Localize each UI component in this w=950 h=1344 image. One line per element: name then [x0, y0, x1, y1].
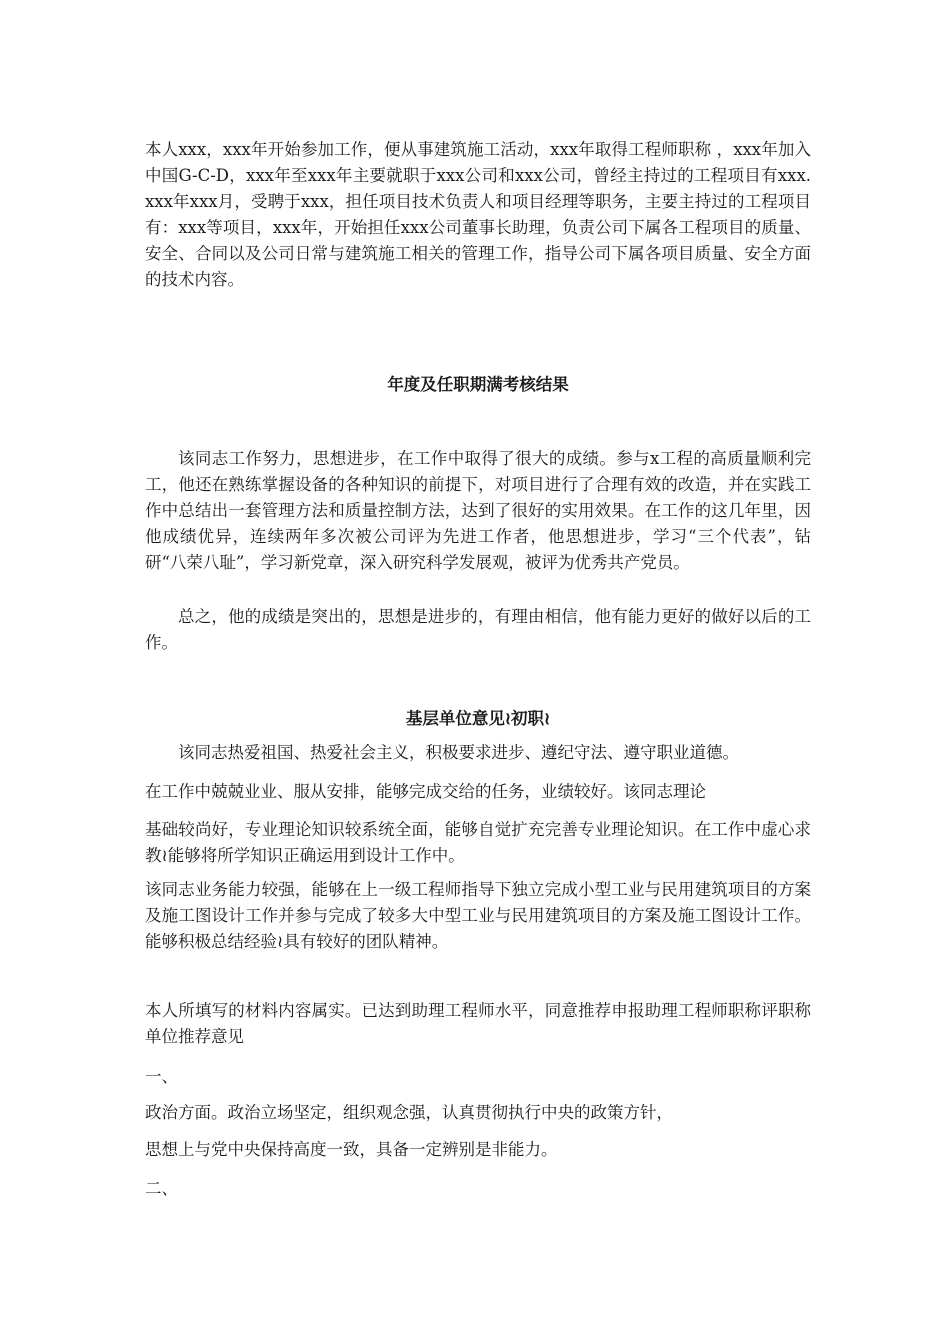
recommendation-item-1-line-2: 思想上与党中央保持高度一致，具备一定辨别是非能力。	[145, 1140, 558, 1159]
unit-opinion-paragraph-3: 基础较尚好，专业理论知识较系统全面，能够自觉扩充完善专业理论知识。在工作中虚心求教≀能够将所学知识正确运用到设计工作中。	[145, 820, 811, 865]
recommendation-item-2-marker: 二、	[145, 1179, 178, 1198]
assessment-paragraph-2: 总之，他的成绩是突出的，思想是进步的，有理由相信，他有能力更好的做好以后的工作。	[145, 607, 811, 652]
unit-opinion-line-2: 在工作中兢兢业业、服从安排，能够完成交给的任务，业绩较好。该同志理论	[145, 782, 706, 801]
assessment-paragraph-1: 该同志工作努力，思想进步，在工作中取得了很大的成绩。参与x工程的高质量顺利完工，他还在熟练掌握设备的各种知识的前提下，对项目进行了合理有效的改造，并在实践工作中总结出一套管理方法和质量控制方法，达到了很好的实用效果。在工作的这几年里，因他成绩优异，连续两年多次被公司评为先进工作者，他思想进步，学习“三个代表”，钻研“八荣八耻”，学习新党章，深入研究科学发展观，被评为优秀共产党员。	[145, 449, 811, 572]
assessment-title: 年度及任职期满考核结果	[387, 375, 569, 394]
unit-opinion-paragraph-4: 该同志业务能力较强，能够在上一级工程师指导下独立完成小型工业与民用建筑项目的方案及施工图设计工作并参与完成了较多大中型工业与民用建筑项目的方案及施工图设计工作。能够积极总结经验≀具有较好的团队精神。	[145, 880, 811, 951]
recommendation-item-1-line-1: 政治方面。政治立场坚定，组织观念强，认真贯彻执行中央的政策方针，	[145, 1103, 673, 1122]
intro-paragraph: 本人xxx，xxx年开始参加工作，便从事建筑施工活动，xxx年取得工程师职称 ，xxx年加入中国G-C-D，xxx年至xxx年主要就职于xxx公司和xxx公司，曾经主持过的工程项目有xxx.xxx年xxx月，受聘于xxx，担任项目技术负责人和项目经理等职务，主要主持过的工程项目有：xxx等项目，xxx年，开始担任xxx公司董事长助理，负责公司下属各工程项目的质量、安全、合同以及公司日常与建筑施工相关的管理工作，指导公司下属各项目质量、安全方面的技术内容。	[145, 140, 811, 289]
unit-opinion-line-1: 该同志热爱祖国、热爱社会主义，积极要求进步、遵纪守法、遵守职业道德。	[178, 743, 739, 762]
unit-opinion-title: 基层单位意见≀初职≀	[405, 709, 551, 728]
recommendation-paragraph: 本人所填写的材料内容属实。已达到助理工程师水平，同意推荐申报助理工程师职称评职称单位推荐意见	[145, 1001, 811, 1046]
recommendation-item-1-marker: 一、	[145, 1067, 178, 1086]
